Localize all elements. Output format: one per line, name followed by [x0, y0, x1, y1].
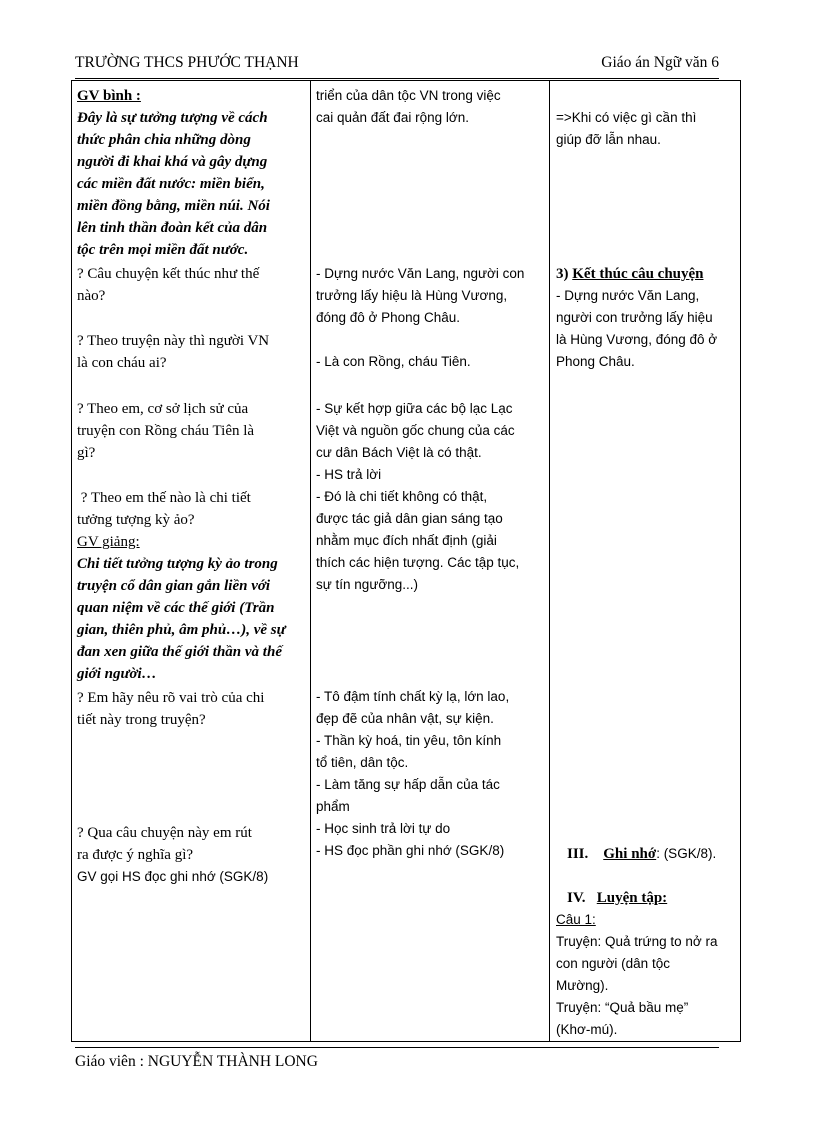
subject-name: Giáo án Ngữ văn 6 [601, 54, 719, 71]
teacher-activity-column [72, 81, 311, 1042]
question-fantasy-detail: ? Theo em thế nào là chi tiết tưởng tượng kỳ ảo? [77, 490, 251, 528]
student-activity-column [311, 81, 550, 1042]
section-3-heading: 3) Kết thúc câu chuyện [556, 266, 704, 282]
gv-giang-label: GV giảng: [77, 534, 140, 550]
luyen-tap-heading: IV. Luyện tập: [567, 890, 668, 906]
page-header [75, 54, 719, 79]
section-3-text: - Dựng nước Văn Lang, người con trưởng lấy hiệu là Hùng Vương, đóng đô ở Phong Châu. [556, 288, 718, 369]
answer-descendants: - Là con Rồng, cháu Tiên. [316, 354, 471, 369]
question-ending: ? Câu chuyện kết thúc như thế nào? [77, 266, 260, 304]
gv-binh-label: GV bình : [77, 88, 141, 104]
lesson-table [71, 80, 741, 1042]
question-historical-basis: ? Theo em, cơ sở lịch sử của truyện con Rồng cháu Tiên là gì? [77, 401, 255, 461]
conclusion-note: =>Khi có việc gì cần thì giúp đỡ lẫn nhau. [556, 110, 697, 147]
footer-divider [75, 1047, 719, 1048]
question-descendants: ? Theo truyện này thì người VN là con cháu ai? [77, 333, 270, 371]
ghi-nho-heading: III. Ghi nhớ: (SGK/8). [567, 846, 717, 862]
gv-giang-text: Chi tiết tưởng tượng kỳ ảo trong truyện cổ dân gian gắn liền với quan niệm về các thế giới (Trần gian, thiên phủ, âm phủ…), về sự đan xen giữa thế giới thần và thế giới người… [77, 556, 286, 682]
question-role: ? Em hãy nêu rõ vai trò của chi tiết này trong truyện? [77, 690, 265, 728]
question-meaning: ? Qua câu chuyện này em rút ra được ý nghĩa gì? GV gọi HS đọc ghi nhớ (SGK/8) [77, 822, 306, 888]
school-name: TRƯỜNG THCS PHƯỚC THẠNH [75, 54, 299, 71]
gv-note: GV gọi HS đọc ghi nhớ (SGK/8) [77, 869, 269, 884]
exercise-1: Câu 1: Truyện: Quả trứng to nở ra con người (dân tộc Mường). Truyện: “Quả bầu mẹ” (Khơ-mú). [556, 912, 718, 1037]
answer-historical-basis: - Sự kết hợp giữa các bộ lạc Lạc Việt và nguồn gốc chung của các cư dân Bách Việt là có thật. - HS trả lời - Đó là chi tiết không có thật, được tác giả dân gian sáng tạo nhằm mục đích nhất định (giải thích các hiện tượng. Các tập tục, sự tín ngưỡng...) [316, 401, 520, 592]
content-column [550, 81, 741, 1042]
answer-role: - Tô đậm tính chất kỳ lạ, lớn lao, đẹp đẽ của nhân vật, sự kiện. - Thần kỳ hoá, tin yêu, tôn kính tổ tiên, dân tộc. - Làm tăng sự hấp dẫn của tác phẩm - Học sinh trả lời tự do - HS đọc phần ghi nhớ (SGK/8) [316, 689, 510, 858]
footer-teacher: Giáo viên : NGUYỄN THÀNH LONG [75, 1053, 318, 1070]
answer-continuation: triển của dân tộc VN trong việc cai quản đất đai rộng lớn. [316, 88, 501, 125]
gv-binh-text: Đây là sự tưởng tượng về cách thức phân chia những dòng người đi khai khá và gây dựng các miền đất nước: miền biển, miền đồng bằng, miền núi. Nói lên tinh thần đoàn kết của dân tộc trên mọi miền đất nước. [77, 110, 270, 258]
answer-ending: - Dựng nước Văn Lang, người con trưởng lấy hiệu là Hùng Vương, đóng đô ở Phong Châu. [316, 266, 525, 325]
